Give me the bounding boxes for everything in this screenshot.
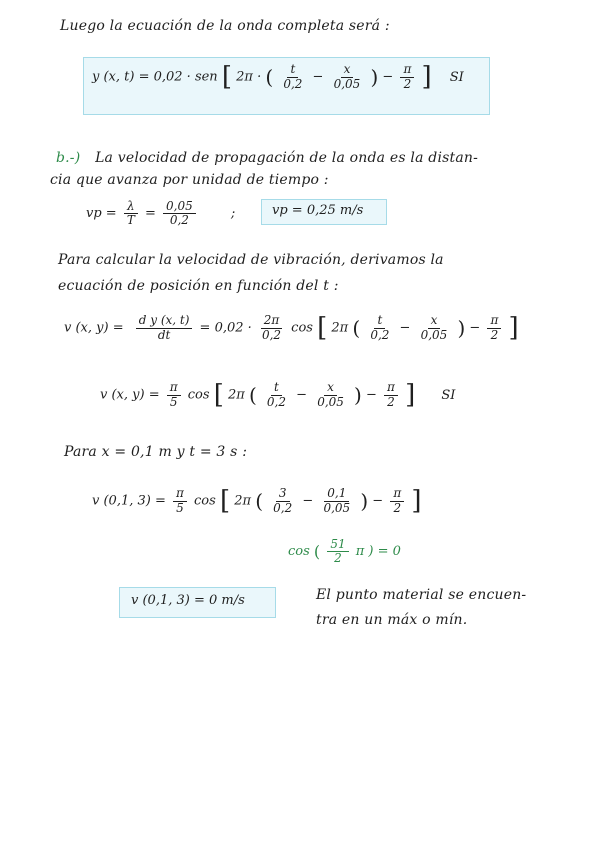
t-numerator: 3 xyxy=(276,487,290,501)
period: T xyxy=(126,213,135,228)
x-denominator: 0,05 xyxy=(333,76,361,91)
t-denominator: 0,2 xyxy=(266,394,286,409)
pi-half-fraction xyxy=(400,63,414,90)
pi-denominator: 2 xyxy=(387,394,395,409)
t-numerator: t xyxy=(374,314,385,328)
open-paren: ( xyxy=(352,316,361,340)
close-paren: ) xyxy=(360,489,369,513)
coef-fraction xyxy=(259,314,284,341)
deriv-two-pi: 2π xyxy=(331,320,349,336)
wave-eq-lhs: y (x, t) = 0,02 · sen xyxy=(92,69,218,85)
green-numerator: 51 xyxy=(327,538,348,552)
simplified-equation xyxy=(100,380,455,410)
part-b-text1: La velocidad de propagación de la onda es la distan- xyxy=(95,150,479,166)
deriv-coef: = 0,02 · xyxy=(199,320,252,336)
pi-half-fraction xyxy=(487,314,501,341)
intro-text: Luego la ecuación de la onda completa será : xyxy=(60,18,390,34)
green-denominator: 2 xyxy=(334,551,342,566)
x-numerator: x xyxy=(341,63,354,77)
x-denominator: 0,05 xyxy=(323,500,351,515)
vp-denominator: 0,2 xyxy=(169,213,189,228)
close-bracket: ] xyxy=(421,62,432,92)
simpl-coef-num: π xyxy=(167,381,181,395)
pi-numerator: π xyxy=(487,314,501,328)
subst-lhs: v (0,1, 3) = xyxy=(92,493,166,509)
coef-denominator: 0,2 xyxy=(261,327,282,342)
t-denominator: 0,2 xyxy=(273,500,293,515)
close-bracket: ] xyxy=(411,486,422,516)
minus-sign: − xyxy=(302,493,314,509)
x-fraction xyxy=(331,63,364,90)
wave-equation xyxy=(92,62,464,92)
cos-label: cos xyxy=(291,320,313,336)
green-post: π ) = 0 xyxy=(355,544,401,560)
minus-sign: − xyxy=(399,320,411,336)
values-line: Para x = 0,1 m y t = 3 s : xyxy=(64,444,248,460)
close-paren: ) xyxy=(457,316,466,340)
pi-numerator: π xyxy=(400,63,414,77)
x-numerator: x xyxy=(324,381,337,395)
t-fraction xyxy=(280,63,305,90)
vib-line1: Para calcular la velocidad de vibración, derivamos la xyxy=(58,252,444,268)
vp-result: vp = 0,25 m/s xyxy=(272,203,364,218)
subst-coef-num: π xyxy=(173,487,187,501)
t-fraction xyxy=(367,314,392,341)
dy-numerator: d y (x, t) xyxy=(136,314,193,328)
unit-si: SI xyxy=(449,69,464,85)
simpl-two-pi: 2π xyxy=(227,387,245,403)
minus-sign: − xyxy=(312,69,324,85)
close-bracket: ] xyxy=(508,313,519,343)
open-paren: ( xyxy=(265,65,274,89)
open-paren: ( xyxy=(248,383,257,407)
wave-eq-two-pi: 2π · xyxy=(236,69,262,85)
t-fraction xyxy=(270,487,295,514)
result-value: v (0,1, 3) = 0 m/s xyxy=(131,593,245,608)
x-numerator: 0,1 xyxy=(324,487,349,501)
green-cos: cos xyxy=(288,544,310,560)
part-b-line2: cia que avanza por unidad de tiempo : xyxy=(50,172,329,188)
derivative-equation xyxy=(64,313,519,343)
pi-numerator: π xyxy=(384,381,398,395)
pi-over-5 xyxy=(167,381,181,408)
t-numerator: t xyxy=(287,63,298,77)
x-fraction xyxy=(320,487,353,514)
subst-coef-den: 5 xyxy=(176,500,184,515)
result-note-line2: tra en un máx o mín. xyxy=(316,612,468,628)
pi-denominator: 2 xyxy=(403,76,412,91)
semicolon: ; xyxy=(230,206,236,222)
open-bracket: [ xyxy=(213,380,224,410)
minus-sign: − xyxy=(366,387,377,403)
cos-label: cos xyxy=(194,493,216,509)
vib-line2: ecuación de posición en función del t : xyxy=(58,278,339,294)
minus-sign: − xyxy=(296,387,308,403)
open-bracket: [ xyxy=(221,62,232,92)
deriv-lhs: v (x, y) = xyxy=(64,320,124,336)
coef-numerator: 2π xyxy=(261,314,283,328)
pi-over-5 xyxy=(173,487,187,514)
subst-two-pi: 2π xyxy=(234,493,252,509)
close-bracket: ] xyxy=(405,380,416,410)
dt-denominator: dt xyxy=(157,327,171,342)
simpl-coef-den: 5 xyxy=(169,394,178,409)
vp-equation xyxy=(86,200,235,227)
substituted-equation xyxy=(92,486,422,516)
part-b-label: b.-) xyxy=(56,150,81,166)
vp-numerator: 0,05 xyxy=(163,200,196,214)
pi-half-fraction xyxy=(384,381,398,408)
minus-sign: − xyxy=(382,69,394,85)
equals-sign: = xyxy=(145,206,156,222)
part-b-line1 xyxy=(56,150,478,166)
cos-label: cos xyxy=(187,387,210,403)
x-numerator: x xyxy=(428,314,441,328)
t-denominator: 0,2 xyxy=(283,76,303,91)
minus-sign: − xyxy=(469,320,481,336)
green-note xyxy=(288,538,401,565)
green-fraction xyxy=(327,538,348,565)
pi-denominator: 2 xyxy=(393,500,402,515)
t-fraction xyxy=(264,381,289,408)
pi-denominator: 2 xyxy=(490,327,499,342)
dy-dt-fraction xyxy=(136,314,193,341)
unit-si: SI xyxy=(441,387,456,403)
minus-sign: − xyxy=(372,493,384,509)
x-denominator: 0,05 xyxy=(317,394,344,409)
close-paren: ) xyxy=(354,383,362,407)
open-paren: ( xyxy=(313,542,321,562)
lambda-over-t xyxy=(124,200,138,227)
vp-value-fraction xyxy=(163,200,196,227)
open-bracket: [ xyxy=(317,313,328,343)
t-denominator: 0,2 xyxy=(370,327,390,342)
x-denominator: 0,05 xyxy=(420,327,448,342)
pi-half-fraction xyxy=(390,487,404,514)
lambda: λ xyxy=(124,200,138,214)
open-paren: ( xyxy=(255,489,264,513)
x-fraction xyxy=(418,314,451,341)
open-bracket: [ xyxy=(219,486,231,516)
vp-lhs: vp = xyxy=(86,206,117,222)
x-fraction xyxy=(314,381,347,408)
simpl-lhs: v (x, y) = xyxy=(100,387,160,403)
t-numerator: t xyxy=(271,381,282,395)
result-note-line1: El punto material se encuen- xyxy=(316,587,527,603)
close-paren: ) xyxy=(370,65,379,89)
pi-numerator: π xyxy=(390,487,404,501)
